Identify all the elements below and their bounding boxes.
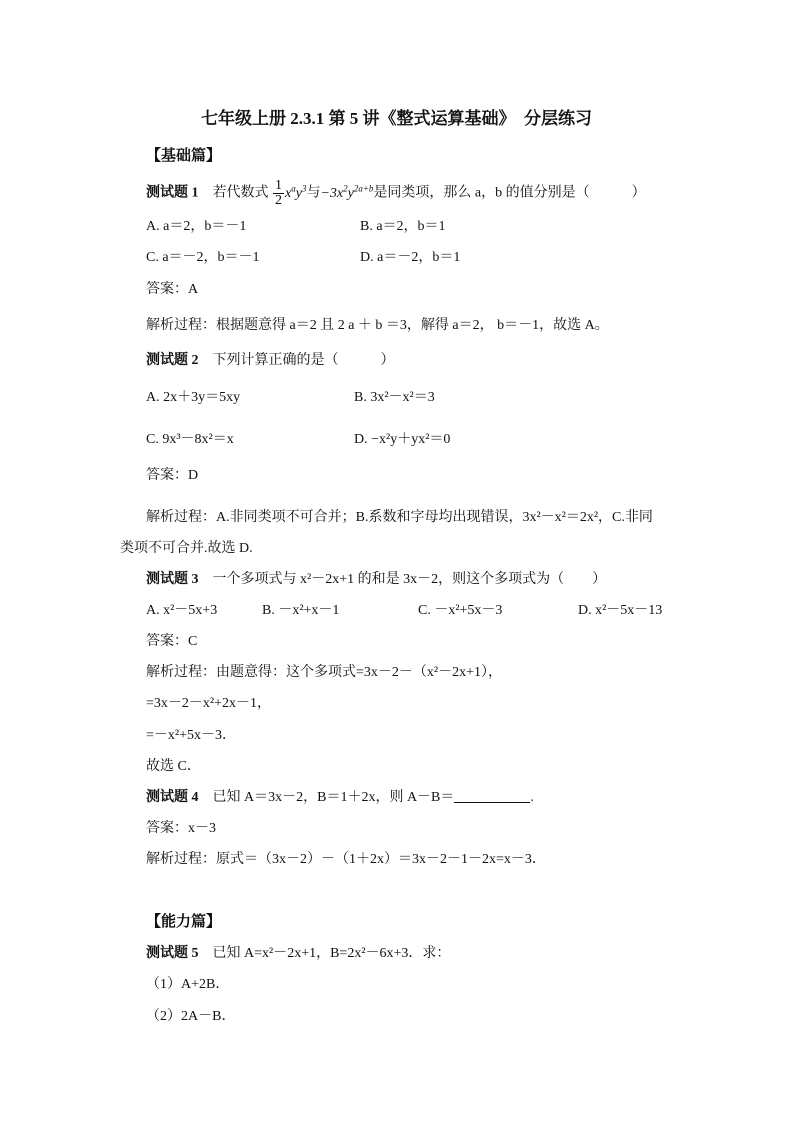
- question-4-analysis: 解析过程：原式＝（3x－2）－（1＋2x）＝3x－2－1－2x=x－3．: [146, 852, 546, 867]
- fraction-numerator: 1: [275, 177, 282, 193]
- question-1-option-a: A. a＝2，b＝－1: [146, 219, 247, 234]
- question-1-text-a: 若代数式: [212, 185, 269, 201]
- question-1-stem: [146, 178, 646, 208]
- question-3-option-b: B. －x²+x－1: [262, 603, 340, 618]
- question-4-number: 测试题 4: [146, 790, 199, 805]
- question-3-option-d: D. x²－5x－13: [578, 603, 663, 618]
- question-3-option-c: C. －x²+5x－3: [418, 603, 503, 618]
- question-4-answer: 答案：x－3: [146, 821, 216, 836]
- question-1-text-c: 是同类项，那么 a，b 的值分别是（ ）: [373, 185, 646, 201]
- question-2-option-c: C. 9x³－8x²＝x: [146, 432, 234, 447]
- question-4-text: 已知 A＝3x－2，B＝1＋2x，则 A－B＝: [212, 790, 455, 805]
- question-4-text-end: .: [530, 790, 534, 805]
- question-2-analysis-line-2: 类项不可合并.故选 D.: [120, 541, 253, 556]
- section-ability: 【能力篇】: [146, 914, 222, 930]
- question-2-answer: 答案：D: [146, 468, 199, 483]
- question-3-analysis-line-4: 故选 C．: [146, 759, 201, 774]
- question-1-option-d: D. a＝－2，b＝1: [360, 250, 461, 265]
- question-2-option-d: D. −x²y＋yx²＝0: [354, 432, 451, 447]
- question-3-answer: 答案：C: [146, 634, 198, 649]
- question-1-analysis: 解析过程：根据题意得 a＝2 且 2 a ＋ b ＝3，解得 a＝2， b＝－1，故选 A。: [146, 318, 609, 333]
- question-4-stem: [146, 788, 534, 808]
- answer-blank[interactable]: [454, 788, 530, 803]
- question-3-number: 测试题 3: [146, 572, 199, 587]
- fraction-denominator: 2: [275, 192, 282, 208]
- question-3-analysis-line-2: =3x－2－x²+2x－1，: [146, 696, 271, 711]
- term-1: $x^ay^3$: [285, 183, 307, 201]
- question-3-analysis-line-3: =－x²+5x－3．: [146, 728, 236, 743]
- question-2-stem: [146, 351, 395, 371]
- question-5-number: 测试题 5: [146, 946, 199, 961]
- question-3-text: 一个多项式与 x²－2x+1 的和是 3x－2，则这个多项式为（ ）: [212, 572, 607, 587]
- question-3-option-a: A. x²－5x+3: [146, 603, 218, 618]
- question-2-option-b: B. 3x²－x²＝3: [354, 390, 435, 405]
- question-3-stem: [146, 570, 606, 590]
- question-1-number: 测试题 1: [146, 185, 199, 201]
- term-2: $-3x^2y^{2a+b}$: [320, 183, 374, 201]
- question-1-text-b: 与: [306, 185, 321, 201]
- section-basic: 【基础篇】: [146, 148, 222, 164]
- question-5-part-2: （2）2A－B．: [146, 1009, 236, 1024]
- question-1-answer: 答案：A: [146, 282, 199, 297]
- question-5-text: 已知 A=x²－2x+1，B=2x²－6x+3．求：: [212, 946, 451, 961]
- question-2-option-a: A. 2x＋3y＝5xy: [146, 390, 241, 405]
- question-1-option-c: C. a＝－2，b＝－1: [146, 250, 260, 265]
- question-2-text: 下列计算正确的是（ ）: [212, 353, 395, 368]
- question-1-option-b: B. a＝2，b＝1: [360, 219, 446, 234]
- question-5-part-1: （1）A+2B．: [146, 977, 230, 992]
- page-title: 七年级上册 2.3.1 第 5 讲《整式运算基础》 分层练习: [201, 109, 592, 128]
- fraction: [273, 179, 284, 208]
- question-2-analysis-line-1: 解析过程：A.非同类项不可合并；B.系数和字母均出现错误，3x²－x²＝2x²，C.非同: [146, 510, 653, 525]
- question-2-number: 测试题 2: [146, 353, 199, 368]
- question-5-stem: [146, 944, 450, 964]
- question-3-analysis-line-1: 解析过程：由题意得：这个多项式=3x－2－（x²－2x+1），: [146, 665, 502, 680]
